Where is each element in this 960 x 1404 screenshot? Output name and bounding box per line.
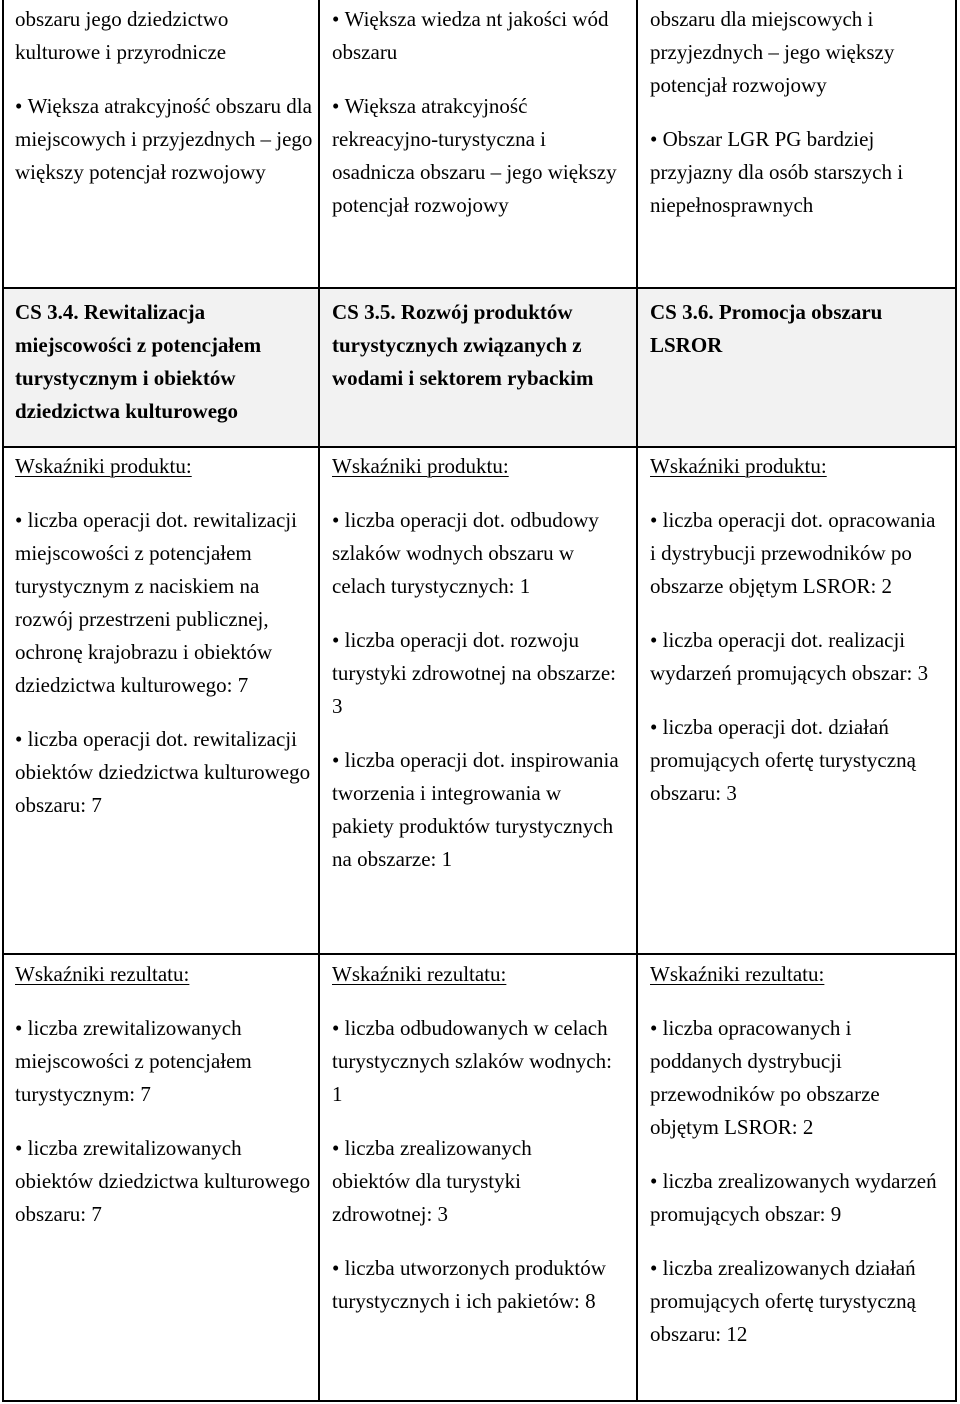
product-item: • liczba operacji dot. rewitalizacji miejscowości z potencjałem turystycznym z naciskiem na rozwój przestrzeni publicznej, ochronę krajobrazu i obiektów dziedzictwa kulturowego: 7 — [15, 504, 313, 702]
result-item: • liczba zrealizowanych wydarzeń promujących obszar: 9 — [650, 1165, 942, 1231]
product-item: • liczba operacji dot. odbudowy szlaków wodnych obszaru w celach turystycznych: 1 — [332, 504, 628, 603]
product-item: • liczba operacji dot. opracowania i dystrybucji przewodników po obszarze objętym LSROR: 2 — [650, 504, 942, 603]
header-cs-3-4-text: CS 3.4. Rewitalizacja miejscowości z potencjałem turystycznym i obiektów dziedzictwa kulturowego — [15, 300, 262, 423]
result-indicators-label: Wskaźniki rezultatu: — [332, 962, 507, 986]
column-divider-1 — [318, 0, 320, 1402]
top-cell-3 — [650, 3, 950, 222]
product-indicators-label: Wskaźniki produktu: — [15, 454, 192, 478]
top-cell-2-bullet-1: • Większa wiedza nt jakości wód obszaru — [332, 3, 622, 69]
table-border-right — [955, 0, 957, 1402]
top-cell-1-bullet: • Większa atrakcyjność obszaru dla miejscowych i przyjezdnych – jego większy potencjał rozwojowy — [15, 90, 313, 189]
result-item: • liczba zrealizowanych działań promujących ofertę turystyczną obszaru: 12 — [650, 1252, 942, 1351]
result-indicators-label: Wskaźniki rezultatu: — [15, 962, 190, 986]
row-divider-top — [2, 287, 957, 289]
header-cs-3-5-text: CS 3.5. Rozwój produktów turystycznych związanych z wodami i sektorem rybackim — [332, 300, 594, 390]
result-item: • liczba zrealizowanych obiektów dla turystyki zdrowotnej: 3 — [332, 1132, 612, 1231]
result-item: • liczba zrewitalizowanych miejscowości z potencjałem turystycznym: 7 — [15, 1012, 313, 1111]
result-item: • liczba odbudowanych w celach turystycznych szlaków wodnych: 1 — [332, 1012, 612, 1111]
product-item: • liczba operacji dot. realizacji wydarzeń promujących obszar: 3 — [650, 624, 942, 690]
results-cell-3 — [650, 958, 942, 1351]
product-indicators-label: Wskaźniki produktu: — [650, 454, 827, 478]
results-cell-1 — [15, 958, 313, 1231]
header-cs-3-6 — [650, 296, 940, 362]
results-cell-2 — [332, 958, 612, 1318]
header-cs-3-6-text: CS 3.6. Promocja obszaru LSROR — [650, 300, 883, 357]
column-divider-2 — [636, 0, 638, 1402]
table-border-bottom — [2, 1400, 957, 1402]
top-cell-1 — [15, 3, 313, 189]
product-indicators-label: Wskaźniki produktu: — [332, 454, 509, 478]
top-cell-2 — [332, 3, 622, 222]
result-indicators-label: Wskaźniki rezultatu: — [650, 962, 825, 986]
header-cs-3-5 — [332, 296, 622, 395]
product-item: • liczba operacji dot. rewitalizacji obiektów dziedzictwa kulturowego obszaru: 7 — [15, 723, 313, 822]
table-border-left — [2, 0, 4, 1402]
top-cell-1-text: obszaru jego dziedzictwo kulturowe i przyrodnicze — [15, 7, 229, 64]
top-cell-2-bullet-2: • Większa atrakcyjność rekreacyjno-turystyczna i osadnicza obszaru – jego większy potencjał rozwojowy — [332, 90, 622, 222]
product-item: • liczba operacji dot. rozwoju turystyki zdrowotnej na obszarze: 3 — [332, 624, 628, 723]
header-cs-3-4 — [15, 296, 313, 428]
top-cell-3-bullet: • Obszar LGR PG bardziej przyjazny dla osób starszych i niepełnosprawnych — [650, 123, 950, 222]
indicator-table — [2, 0, 957, 1402]
product-item: • liczba operacji dot. działań promujących ofertę turystyczną obszaru: 3 — [650, 711, 942, 810]
product-item: • liczba operacji dot. inspirowania tworzenia i integrowania w pakiety produktów turystycznych na obszarze: 1 — [332, 744, 628, 876]
row-divider-products — [2, 953, 957, 955]
products-cell-2 — [332, 450, 628, 876]
top-cell-3-text: obszaru dla miejscowych i przyjezdnych – jego większy potencjał rozwojowy — [650, 7, 895, 97]
row-divider-header — [2, 446, 957, 448]
result-item: • liczba utworzonych produktów turystycznych i ich pakietów: 8 — [332, 1252, 612, 1318]
result-item: • liczba zrewitalizowanych obiektów dziedzictwa kulturowego obszaru: 7 — [15, 1132, 313, 1231]
products-cell-1 — [15, 450, 313, 822]
products-cell-3 — [650, 450, 942, 810]
result-item: • liczba opracowanych i poddanych dystrybucji przewodników po obszarze objętym LSROR: 2 — [650, 1012, 942, 1144]
